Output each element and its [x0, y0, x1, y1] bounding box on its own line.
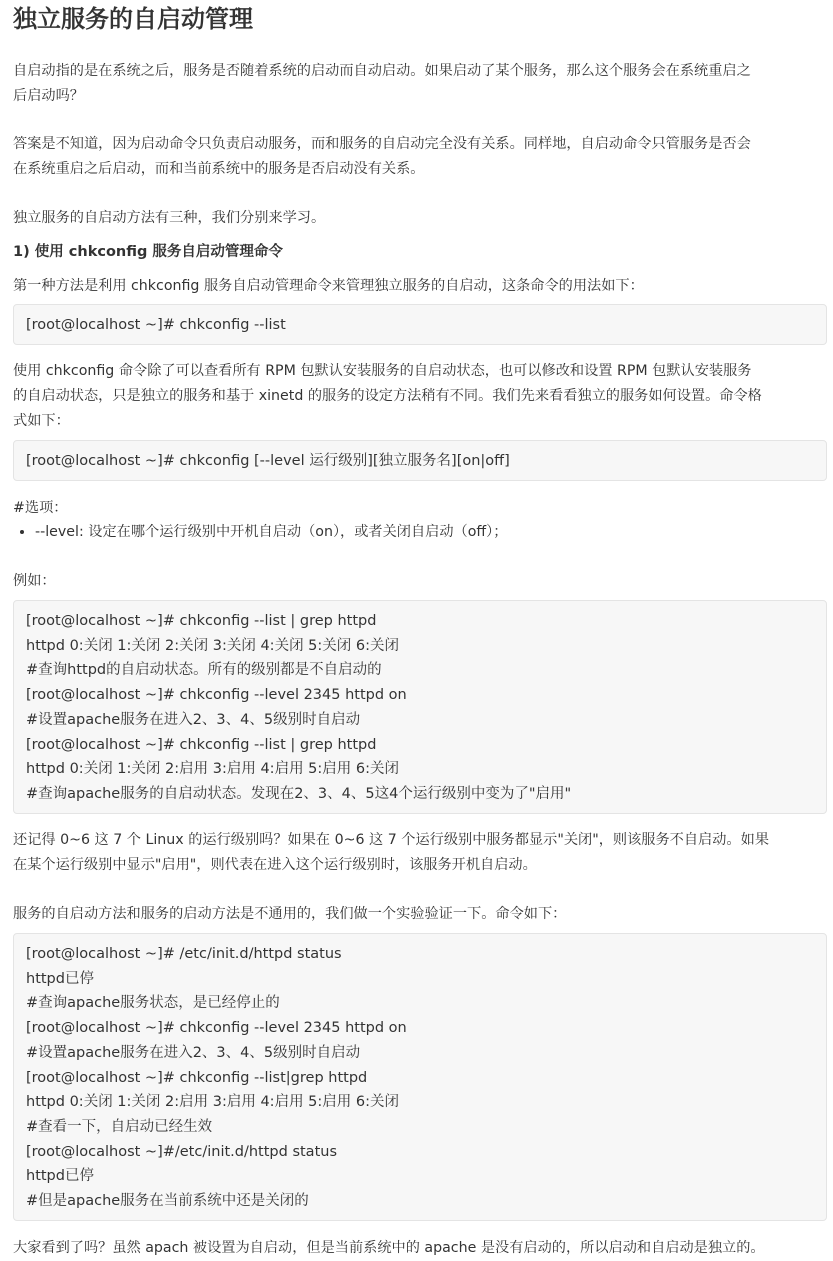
page-title: 独立服务的自启动管理 [13, 5, 253, 33]
code-line: #查询httpd的自启动状态。所有的级别都是不自启动的 [26, 662, 382, 679]
code-line: #但是apache服务在当前系统中还是关闭的 [26, 1193, 309, 1210]
conclusion-paragraph: 大家看到了吗？虽然 apach 被设置为自启动，但是当前系统中的 apache 是没有启动的，所以启动和自启动是独立的。 [13, 1240, 765, 1256]
code-line: [root@localhost ~]# chkconfig --level 2345 httpd on [26, 1020, 407, 1037]
code-line: #查询apache服务的自启动状态。发现在2、3、4、5这4个运行级别中变为了"启用" [26, 785, 572, 802]
explanation-line2: 的自启动状态，只是独立的服务和基于 xinetd 的服务的设定方法稍有不同。我们先来看看独立的服务如何设置。命令格 [13, 388, 762, 404]
section-description: 第一种方法是利用 chkconfig 服务自启动管理命令来管理独立服务的自启动，这条命令的用法如下： [13, 278, 644, 294]
intro-p1-line1: 自启动指的是在系统之后，服务是否随着系统的启动而自动启动。如果启动了某个服务，那么这个服务会在系统重启之 [13, 63, 751, 79]
explanation-line1: 使用 chkconfig 命令除了可以查看所有 RPM 包默认安装服务的自启动状态，也可以修改和设置 RPM 包默认安装服务 [13, 363, 752, 379]
code-line: [root@localhost ~]#/etc/init.d/httpd status [26, 1143, 337, 1160]
code-block-example [13, 600, 827, 814]
intro-p2-line2: 在系统重启之后启动，而和当前系统中的服务是否启动没有关系。 [13, 161, 425, 177]
option-item: • --level: 设定在哪个运行级别中开机自启动（on），或者关闭自启动（off）； [35, 521, 507, 543]
example-label: 例如： [13, 573, 56, 589]
code-line: #设置apache服务在进入2、3、4、5级别时自启动 [26, 1044, 361, 1061]
code-line: [root@localhost ~]# chkconfig --list | grep httpd [26, 613, 377, 629]
recall-line1: 还记得 0~6 这 7 个 Linux 的运行级别吗？如果在 0~6 这 7 个运行级别中服务都显示"关闭"，则该服务不自启动。如果 [13, 832, 770, 848]
chkconfig-explanation [13, 359, 825, 434]
code-line: httpd 0:关闭 1:关闭 2:关闭 3:关闭 4:关闭 5:关闭 6:关闭 [26, 637, 400, 654]
intro-paragraph-2 [13, 132, 825, 182]
code-line: [root@localhost ~]# /etc/init.d/httpd status [26, 946, 342, 962]
intro-paragraph-3: 独立服务的自启动方法有三种，我们分别来学习。 [13, 210, 326, 226]
section-heading: 1) 使用 chkconfig 服务自启动管理命令 [13, 244, 283, 260]
code-line: httpd已停 [26, 970, 94, 987]
code-line: httpd 0:关闭 1:关闭 2:启用 3:启用 4:启用 5:启用 6:关闭 [26, 761, 400, 778]
intro-p2-line1: 答案是不知道，因为启动命令只负责启动服务，而和服务的自启动完全没有关系。同样地，自启动命令只管服务是否会 [13, 136, 751, 152]
explanation-line3: 式如下： [13, 413, 70, 429]
recall-paragraph [13, 828, 825, 878]
options-label: #选项： [13, 500, 68, 516]
code-block-verify [13, 933, 827, 1221]
code-line: #设置apache服务在进入2、3、4、5级别时自启动 [26, 711, 361, 728]
code-line: [root@localhost ~]# chkconfig --list [26, 317, 286, 333]
intro-paragraph-1 [13, 59, 825, 109]
code-block-list [13, 304, 827, 345]
code-line: [root@localhost ~]# chkconfig --list | grep httpd [26, 736, 377, 753]
verify-paragraph: 服务的自启动方法和服务的启动方法是不通用的，我们做一个实验验证一下。命令如下： [13, 906, 567, 922]
options-list [13, 521, 507, 543]
code-line: #查询apache服务状态，是已经停止的 [26, 995, 280, 1012]
code-line: [root@localhost ~]# chkconfig [--level 运行级别][独立服务名][on|off] [26, 453, 510, 469]
recall-line2: 在某个运行级别中显示"启用"，则代表在进入这个运行级别时，该服务开机自启动。 [13, 857, 537, 873]
intro-p1-line2: 后启动吗？ [13, 88, 84, 104]
code-line: httpd 0:关闭 1:关闭 2:启用 3:启用 4:启用 5:启用 6:关闭 [26, 1094, 400, 1111]
code-line: [root@localhost ~]# chkconfig --level 2345 httpd on [26, 687, 407, 704]
code-line: #查看一下，自启动已经生效 [26, 1118, 213, 1135]
code-line: [root@localhost ~]# chkconfig --list|grep httpd [26, 1069, 368, 1086]
code-block-syntax [13, 440, 827, 481]
code-line: httpd已停 [26, 1168, 94, 1185]
